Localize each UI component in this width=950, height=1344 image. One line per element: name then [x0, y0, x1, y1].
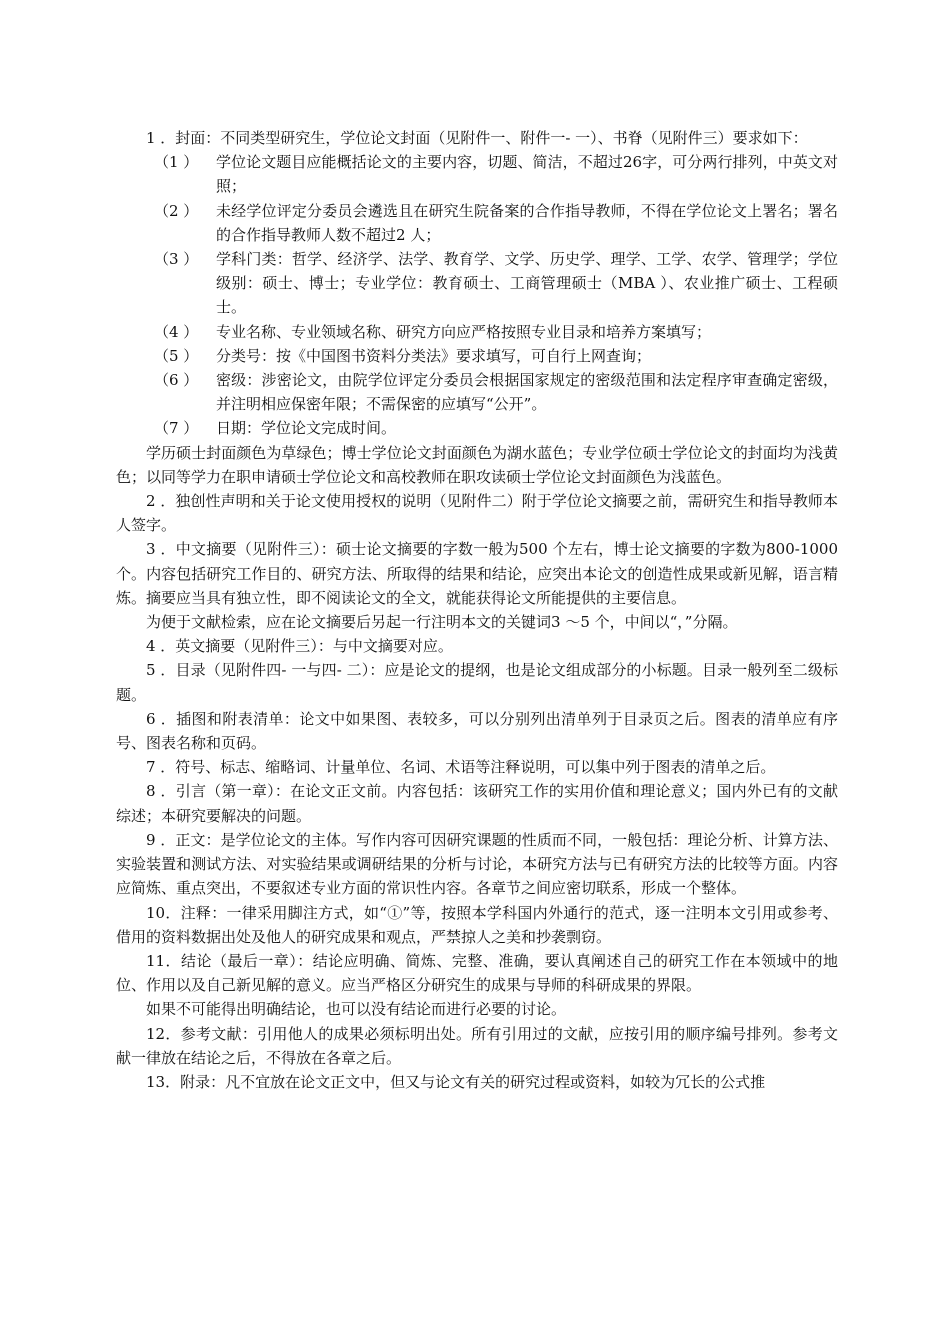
section-9-paragraph: 9 ．正文：是学位论文的主体。写作内容可因研究课题的性质而不同，一般包括：理论分析、计算方法、实验装置和测试方法、对实验结果或调研结果的分析与讨论，本研究方法与已有研究方法的比较等方面。内容应简炼、重点突出，不要叙述专业方面的常识性内容。各章节之间应密切联系，形成一个整体。 — [116, 830, 838, 898]
list-item-text: 密级：涉密论文，由院学位评定分委员会根据国家规定的密级范围和法定程序审查确定密级，并注明相应保密年限；不需保密的应填写“公开”。 — [216, 371, 838, 414]
list-item-number: （5 ） — [154, 346, 199, 365]
list-item-text: 分类号：按《中国图书资料分类法》要求填写，可自行上网查询； — [216, 346, 652, 365]
section-4-paragraph: 4 ．英文摘要（见附件三）：与中文摘要对应。 — [146, 637, 453, 656]
section-7-paragraph: 7 ．符号、标志、缩略词、计量单位、名词、术语等注释说明，可以集中列于图表的清单之后。 — [146, 758, 776, 777]
list-item — [116, 416, 838, 440]
list-item-number: （6 ） — [154, 371, 199, 390]
keywords-paragraph: 为便于文献检索，应在论文摘要后另起一行注明本文的关键词3 ～5 个，中间以“，”分隔。 — [146, 613, 738, 632]
list-item-number: （3 ） — [154, 250, 199, 269]
list-item — [116, 320, 838, 344]
list-item — [116, 368, 838, 416]
document-page — [116, 126, 838, 1094]
list-item — [116, 247, 838, 320]
section-1-intro: 1 ．封面：不同类型研究生，学位论文封面（见附件一、附件一- 一）、书脊（见附件三）要求如下： — [146, 129, 808, 147]
section-6-paragraph: 6 ．插图和附表清单：论文中如果图、表较多，可以分别列出清单列于目录页之后。图表的清单应有序号、图表名称和页码。 — [116, 709, 838, 753]
list-item-text: 日期：学位论文完成时间。 — [216, 419, 397, 438]
section-2-paragraph: 2 ．独创性声明和关于论文使用授权的说明（见附件二）附于学位论文摘要之前，需研究生和指导教师本人签字。 — [116, 492, 838, 535]
list-item-number: （7 ） — [154, 419, 199, 438]
section-11-paragraph: 11．结论（最后一章）：结论应明确、简炼、完整、准确，要认真阐述自己的研究工作在本领域中的地位、作用以及自己新见解的意义。应当严格区分研究生的成果与导师的科研成果的界限。 — [116, 951, 838, 995]
list-item-number: （1 ） — [154, 153, 199, 172]
section-8-paragraph: 8 ．引言（第一章）：在论文正文前。内容包括：该研究工作的实用价值和理论意义；国内外已有的文献综述；本研究要解决的问题。 — [116, 782, 838, 825]
list-item — [116, 150, 838, 198]
cover-color-paragraph: 学历硕士封面颜色为草绿色；博士学位论文封面颜色为湖水蓝色；专业学位硕士学位论文的封面均为浅黄色；以同等学力在职申请硕士学位论文和高校教师在职攻读硕士学位论文封面颜色为浅蓝色。 — [116, 443, 838, 486]
list-item-number: （4 ） — [154, 322, 199, 341]
list-item-number: （2 ） — [154, 201, 199, 220]
list-item-text: 学科门类：哲学、经济学、法学、教育学、文学、历史学、理学、工学、农学、管理学；学位级别：硕士、博士；专业学位：教育硕士、工商管理硕士（MBA ）、农业推广硕士、工程硕士。 — [216, 250, 838, 317]
list-item-text: 未经学位评定分委员会遴选且在研究生院备案的合作指导教师，不得在学位论文上署名；署名的合作指导教师人数不超过2 人； — [216, 201, 838, 244]
section-5-paragraph: 5 ．目录（见附件四- 一与四- 二）：应是论文的提纲，也是论文组成部分的小标题。目录一般列至二级标题。 — [116, 661, 838, 704]
list-item — [116, 344, 838, 368]
list-item — [116, 199, 838, 247]
section-3-paragraph: 3 ．中文摘要（见附件三）：硕士论文摘要的字数一般为500 个左右，博士论文摘要的字数为800-1000个。内容包括研究工作目的、研究方法、所取得的结果和结论，应突出本论文的创造性成果或新见解，语言精炼。摘要应当具有独立性，即不阅读论文的全文，就能获得论文所能提供的主要信息。 — [116, 540, 838, 607]
section-12-paragraph: 12．参考文献：引用他人的成果必须标明出处。所有引用过的文献，应按引用的顺序编号排列。参考文献一律放在结论之后，不得放在各章之后。 — [116, 1024, 838, 1067]
section-10-paragraph: 10．注释：一律采用脚注方式，如“①”等，按照本学科国内外通行的范式，逐一注明本文引用或参考、借用的资料数据出处及他人的研究成果和观点，严禁掠人之美和抄袭剽窃。 — [116, 903, 838, 946]
list-item-text: 学位论文题目应能概括论文的主要内容，切题、简洁，不超过26字，可分两行排列，中英文对照； — [216, 153, 838, 196]
conclusion-note-paragraph: 如果不可能得出明确结论，也可以没有结论而进行必要的讨论。 — [146, 1000, 567, 1019]
list-item-text: 专业名称、专业领域名称、研究方向应严格按照专业目录和培养方案填写； — [216, 322, 712, 341]
section-13-paragraph: 13．附录：凡不宜放在论文正文中，但又与论文有关的研究过程或资料，如较为冗长的公式推 — [146, 1072, 766, 1091]
cover-requirements-list — [116, 150, 838, 440]
